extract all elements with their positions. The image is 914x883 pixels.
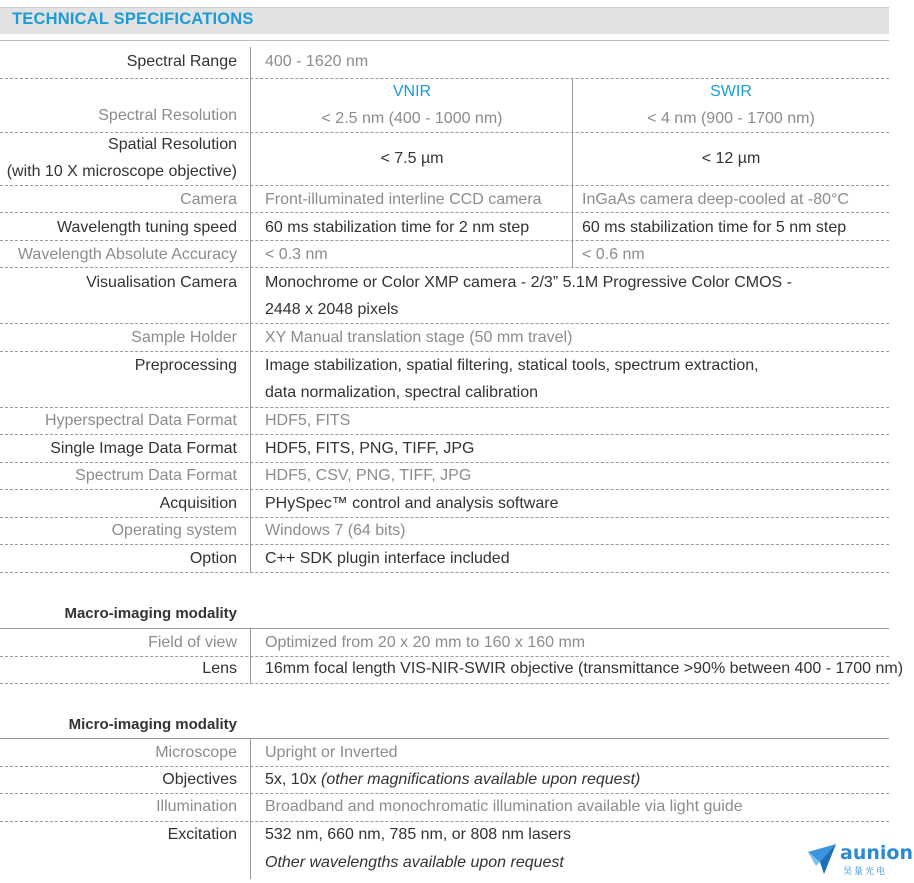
label-microscope: Microscope [155,744,237,761]
row-accuracy [0,241,889,268]
label-hyperspectral-format: Hyperspectral Data Format [44,412,237,429]
row-field-of-view [0,628,889,657]
row-tuning-speed [0,213,889,241]
row-option [0,545,889,573]
value-illumination: Broadband and monochromatic illumination available via light guide [265,798,743,815]
label-spatial-resolution-note: (with 10 X microscope objective) [6,163,237,180]
value-field-of-view: Optimized from 20 x 20 mm to 160 x 160 mm [265,634,586,651]
value-objectives-note: (other magnifications available upon request) [321,771,641,788]
title-bar [0,7,889,34]
row-preprocessing [0,352,889,408]
value-accuracy-vnir: < 0.3 nm [265,246,328,263]
label-preprocessing: Preprocessing [134,357,237,374]
value-spectral-resolution-swir: < 4 nm (900 - 1700 nm) [647,110,815,127]
page-title: TECHNICAL SPECIFICATIONS [12,10,254,28]
column-divider-main [250,47,251,573]
value-hyperspectral-format: HDF5, FITS [265,412,351,429]
label-illumination: Illumination [156,798,237,815]
value-visualisation-line1: Monochrome or Color XMP camera - 2/3” 5.1M Progressive Color CMOS - [265,274,792,291]
column-divider-micro [250,739,251,879]
label-excitation: Excitation [167,826,237,843]
heading-micro-imaging: Micro-imaging modality [68,716,237,733]
logo-subtitle: 昊量光电 [843,866,888,876]
value-objectives [265,766,640,793]
column-header-swir: SWIR [710,83,752,100]
label-visualisation-camera: Visualisation Camera [86,274,237,291]
value-excitation-line2: Other wavelengths available upon request [265,854,564,871]
paper-plane-icon [806,842,838,876]
value-spectral-range: 400 - 1620 nm [265,53,369,70]
label-spectral-resolution: Spectral Resolution [98,107,237,124]
label-spectral-range: Spectral Range [126,53,237,70]
aunion-logo [806,840,913,880]
label-lens: Lens [202,660,237,677]
heading-macro-imaging: Macro-imaging modality [64,605,237,622]
row-sample-holder [0,324,889,352]
value-sample-holder: XY Manual translation stage (50 mm travel) [265,329,573,346]
value-camera-vnir: Front-illuminated interline CCD camera [265,191,542,208]
value-objectives-main: 5x, 10x [265,771,317,788]
value-operating-system: Windows 7 (64 bits) [265,522,406,539]
value-tuning-speed-vnir: 60 ms stabilization time for 2 nm step [265,219,530,236]
value-spatial-resolution-vnir: < 7.5 µm [380,150,444,167]
row-acquisition [0,490,889,518]
value-single-image-format: HDF5, FITS, PNG, TIFF, JPG [265,440,475,457]
value-accuracy-swir: < 0.6 nm [582,246,645,263]
row-spatial-resolution [0,133,889,186]
row-spectral-resolution [0,79,889,133]
row-camera [0,186,889,213]
value-acquisition: PHySpec™ control and analysis software [265,495,559,512]
value-spatial-resolution-swir: < 12 µm [701,150,761,167]
value-tuning-speed-swir: 60 ms stabilization time for 5 nm step [582,219,847,236]
label-operating-system: Operating system [111,522,237,539]
title-divider [0,40,889,41]
row-single-image-format [0,435,889,463]
label-acquisition: Acquisition [159,495,237,512]
value-spectral-resolution-vnir: < 2.5 nm (400 - 1000 nm) [321,110,503,127]
column-divider-vnir-swir [572,79,573,267]
row-microscope [0,738,889,767]
label-spatial-resolution: Spatial Resolution [108,136,237,153]
row-excitation [0,822,889,880]
value-microscope: Upright or Inverted [265,744,398,761]
column-header-vnir: VNIR [392,83,432,100]
value-spectrum-format: HDF5, CSV, PNG, TIFF, JPG [265,467,472,484]
logo-wordmark: aunion [840,842,913,864]
row-illumination [0,794,889,822]
label-spectrum-format: Spectrum Data Format [75,467,237,484]
value-option: C++ SDK plugin interface included [265,550,510,567]
value-preprocessing-line2: data normalization, spectral calibration [265,384,539,401]
value-camera-swir: InGaAs camera deep-cooled at -80°C [582,191,849,208]
row-operating-system [0,518,889,545]
label-field-of-view: Field of view [148,634,237,651]
row-visualisation-camera [0,268,889,324]
label-accuracy: Wavelength Absolute Accuracy [17,246,237,263]
value-visualisation-line2: 2448 x 2048 pixels [265,301,399,318]
value-excitation-line1: 532 nm, 660 nm, 785 nm, or 808 nm lasers [265,826,571,843]
value-preprocessing-line1: Image stabilization, spatial filtering, statical tools, spectrum extraction, [265,357,759,374]
label-camera: Camera [180,191,237,208]
row-objectives [0,766,889,794]
label-tuning-speed: Wavelength tuning speed [57,219,237,236]
row-spectral-range [0,47,889,79]
label-objectives: Objectives [162,771,237,788]
value-lens: 16mm focal length VIS-NIR-SWIR objective (transmittance >90% between 400 - 1700 nm) [265,660,904,677]
label-single-image-format: Single Image Data Format [50,440,237,457]
label-option: Option [189,550,237,567]
row-spectrum-format [0,463,889,490]
column-divider-macro [250,629,251,684]
row-hyperspectral-format [0,408,889,435]
label-sample-holder: Sample Holder [131,329,237,346]
row-lens [0,656,904,684]
